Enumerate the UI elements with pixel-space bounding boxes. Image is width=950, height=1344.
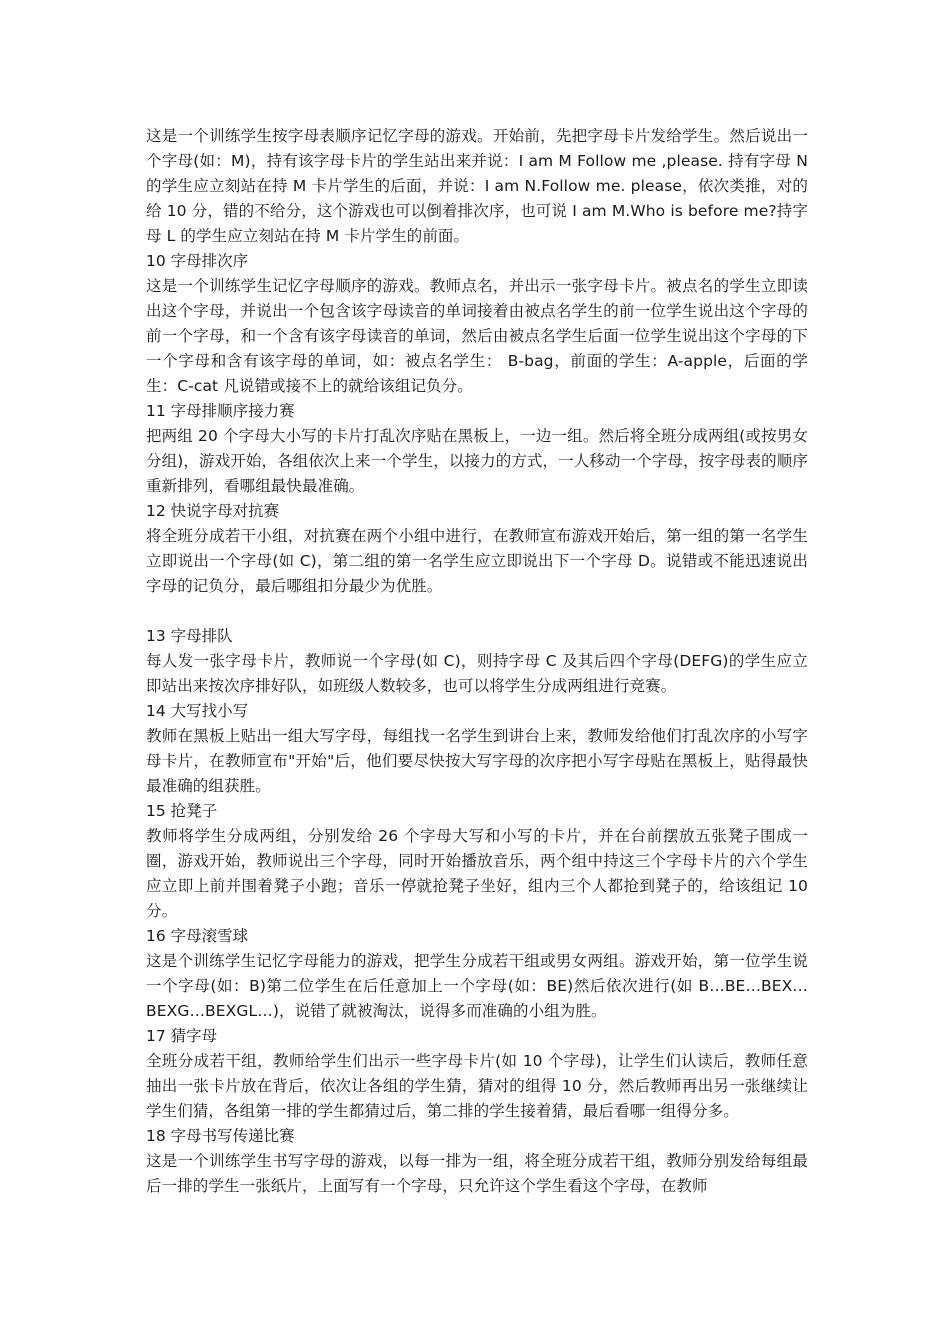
section-14 [146,699,808,799]
section-body: 这是一个训练学生书写字母的游戏，以每一排为一组，将全班分成若干组，教师分别发给每组最后一排的学生一张纸片，上面写有一个字母，只允许这个学生看这个字母，在教师 [146,1152,808,1195]
intro-paragraph: 这是一个训练学生按字母表顺序记忆字母的游戏。开始前，先把字母卡片发给学生。然后说出一个字母(如：M)，持有该字母卡片的学生站出来并说：I am M Follow me ,please. 持有字母 N 的学生应立刻站在持 M 卡片学生的后面，并说：I am N.Follow me. please，依次类推，对的给 10 分，错的不给分，这个游戏也可以倒着排次序，也可说 I am M.Who is before me?持字母 L 的学生应立刻站在持 M 卡片学生的前面。 [146,127,808,245]
section-body: 将全班分成若干小组，对抗赛在两个小组中进行，在教师宣布游戏开始后，第一组的第一名学生立即说出一个字母(如 C)，第二组的第一名学生应立即说出下一个字母 D。说错或不能迅速说出字母的记负分，最后哪组扣分最少为优胜。 [146,527,808,595]
section-heading: 11 字母排顺序接力赛 [146,402,295,420]
section-body: 教师将学生分成两组，分别发给 26 个字母大写和小写的卡片，并在台前摆放五张凳子围成一圈，游戏开始，教师说出三个字母，同时开始播放音乐，两个组中持这三个字母卡片的六个学生应立即上前并围着凳子小跑；音乐一停就抢凳子坐好，组内三个人都抢到凳子的，给该组记 10 分。 [146,827,808,920]
section-heading: 16 字母滚雪球 [146,927,249,945]
section-10 [146,249,808,399]
section-heading: 12 快说字母对抗赛 [146,502,280,520]
section-11 [146,399,808,499]
section-17 [146,1024,808,1124]
section-heading: 15 抢凳子 [146,802,218,820]
section-body: 把两组 20 个字母大小写的卡片打乱次序贴在黑板上，一边一组。然后将全班分成两组(或按男女分组)，游戏开始，各组依次上来一个学生，以接力的方式，一人移动一个字母，按字母表的顺序重新排列，看哪组最快最准确。 [146,427,808,495]
section-body: 教师在黑板上贴出一组大写字母，每组找一名学生到讲台上来，教师发给他们打乱次序的小写字母卡片，在教师宣布"开始"后，他们要尽快按大写字母的次序把小写字母贴在黑板上，贴得最快最准确的组获胜。 [146,727,808,795]
section-13 [146,624,808,699]
section-18 [146,1124,808,1199]
section-heading: 17 猜字母 [146,1027,218,1045]
section-16 [146,924,808,1024]
document-page [146,124,808,1199]
section-12 [146,499,808,599]
section-body: 这是一个训练学生记忆字母顺序的游戏。教师点名，并出示一张字母卡片。被点名的学生立即读出这个字母，并说出一个包含该字母读音的单词接着由被点名学生的前一位学生说出这个字母的前一个字母，和一个含有该字母读音的单词，然后由被点名学生后面一位学生说出这个字母的下一个字母和含有该字母的单词，如：被点名学生： B-bag，前面的学生：A-apple，后面的学生：C-cat 凡说错或接不上的就给该组记负分。 [146,277,808,395]
section-body: 这是个训练学生记忆字母能力的游戏，把学生分成若干组或男女两组。游戏开始，第一位学生说一个字母(如：B)第二位学生在后任意加上一个字母(如：BE)然后依次进行(如 B…BE…BEX…BEXG…BEXGL…)，说错了就被淘汰，说得多而准确的小组为胜。 [146,952,808,1020]
section-heading: 18 字母书写传递比赛 [146,1127,295,1145]
section-body: 每人发一张字母卡片，教师说一个字母(如 C)，则持字母 C 及其后四个字母(DEFG)的学生应立即站出来按次序排好队，如班级人数较多，也可以将学生分成两组进行竞赛。 [146,652,808,695]
section-heading: 10 字母排次序 [146,252,249,270]
blank-line [146,599,808,624]
section-heading: 13 字母排队 [146,627,233,645]
section-body: 全班分成若干组，教师给学生们出示一些字母卡片(如 10 个字母)，让学生们认读后，教师任意抽出一张卡片放在背后，依次让各组的学生猜，猜对的组得 10 分，然后教师再出另一张继续让学生们猜，各组第一排的学生都猜过后，第二排的学生接着猜，最后看哪一组得分多。 [146,1052,808,1120]
section-15 [146,799,808,924]
section-heading: 14 大写找小写 [146,702,249,720]
